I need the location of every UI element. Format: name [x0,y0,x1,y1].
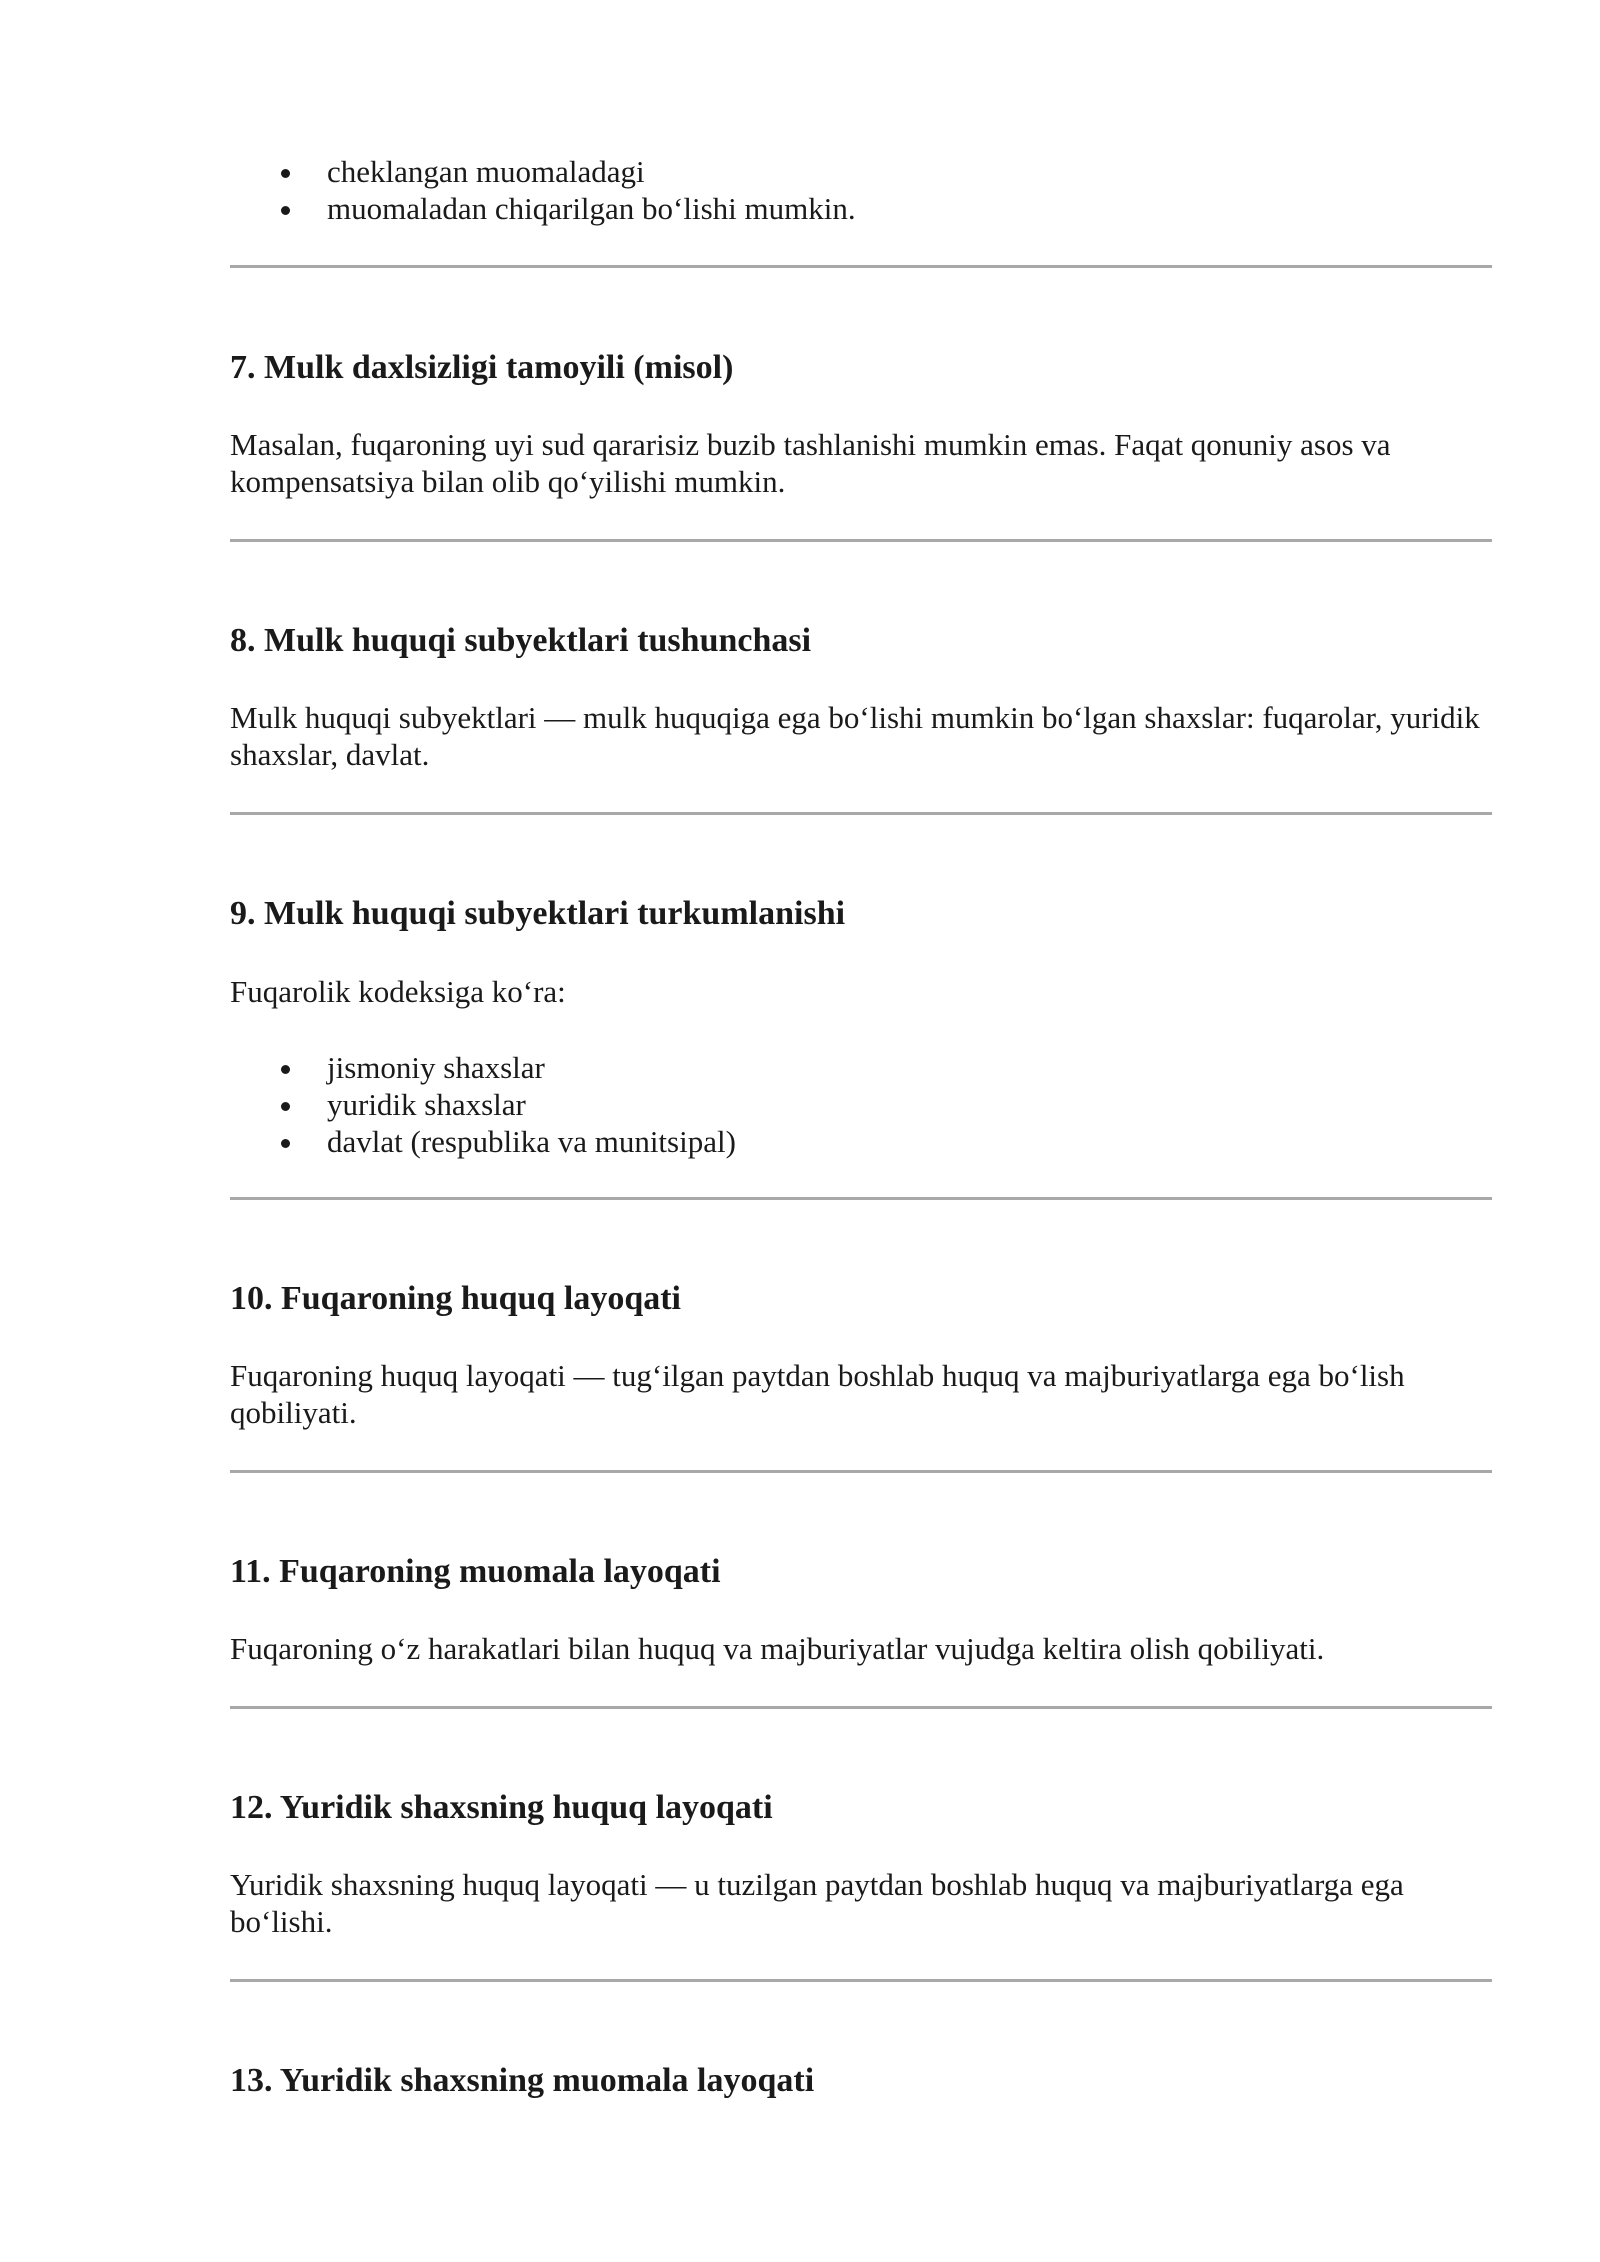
list-item: cheklangan muomaladagi [230,153,1492,190]
divider [230,1197,1492,1200]
section-heading-7: 7. Mulk daxlsizligi tamoyili (misol) [230,349,734,386]
section-text-10: Fuqaroning huquq layoqati — tug‘ilgan paytdan boshlab huquq va majburiyatlarga ega bo‘lish qobiliyati. [230,1358,1405,1430]
section-heading-8: 8. Mulk huquqi subyektlari tushunchasi [230,622,812,659]
list-item: yuridik shaxslar [230,1086,1492,1123]
divider [230,812,1492,815]
section-heading-9: 9. Mulk huquqi subyektlari turkumlanishi [230,895,846,932]
section-text-11: Fuqaroning o‘z harakatlari bilan huquq va majburiyatlar vujudga keltira olish qobiliyati. [230,1631,1325,1666]
divider [230,539,1492,542]
list-item: muomaladan chiqarilgan bo‘lishi mumkin. [230,190,1492,227]
section-heading-11: 11. Fuqaroning muomala layoqati [230,1553,721,1590]
list-item: davlat (respublika va munitsipal) [230,1123,1492,1160]
section-text-8: Mulk huquqi subyektlari — mulk huquqiga ega bo‘lishi mumkin bo‘lgan shaxslar: fuqarolar, yuridik shaxslar, davlat. [230,700,1480,772]
section-9-bullet-list [230,1049,1492,1160]
top-bullet-list [230,153,1492,227]
divider [230,1470,1492,1473]
divider [230,1979,1492,1982]
divider [230,265,1492,268]
section-heading-10: 10. Fuqaroning huquq layoqati [230,1280,681,1317]
section-heading-12: 12. Yuridik shaxsning huquq layoqati [230,1789,773,1826]
section-text-12: Yuridik shaxsning huquq layoqati — u tuzilgan paytdan boshlab huquq va majburiyatlarga ega bo‘lishi. [230,1867,1404,1939]
section-text-9: Fuqarolik kodeksiga ko‘ra: [230,974,566,1009]
section-heading-13: 13. Yuridik shaxsning muomala layoqati [230,2062,815,2099]
section-text-7: Masalan, fuqaroning uyi sud qararisiz buzib tashlanishi mumkin emas. Faqat qonuniy asos va kompensatsiya bilan olib qo‘yilishi mumkin. [230,427,1391,499]
divider [230,1706,1492,1709]
list-item: jismoniy shaxslar [230,1049,1492,1086]
